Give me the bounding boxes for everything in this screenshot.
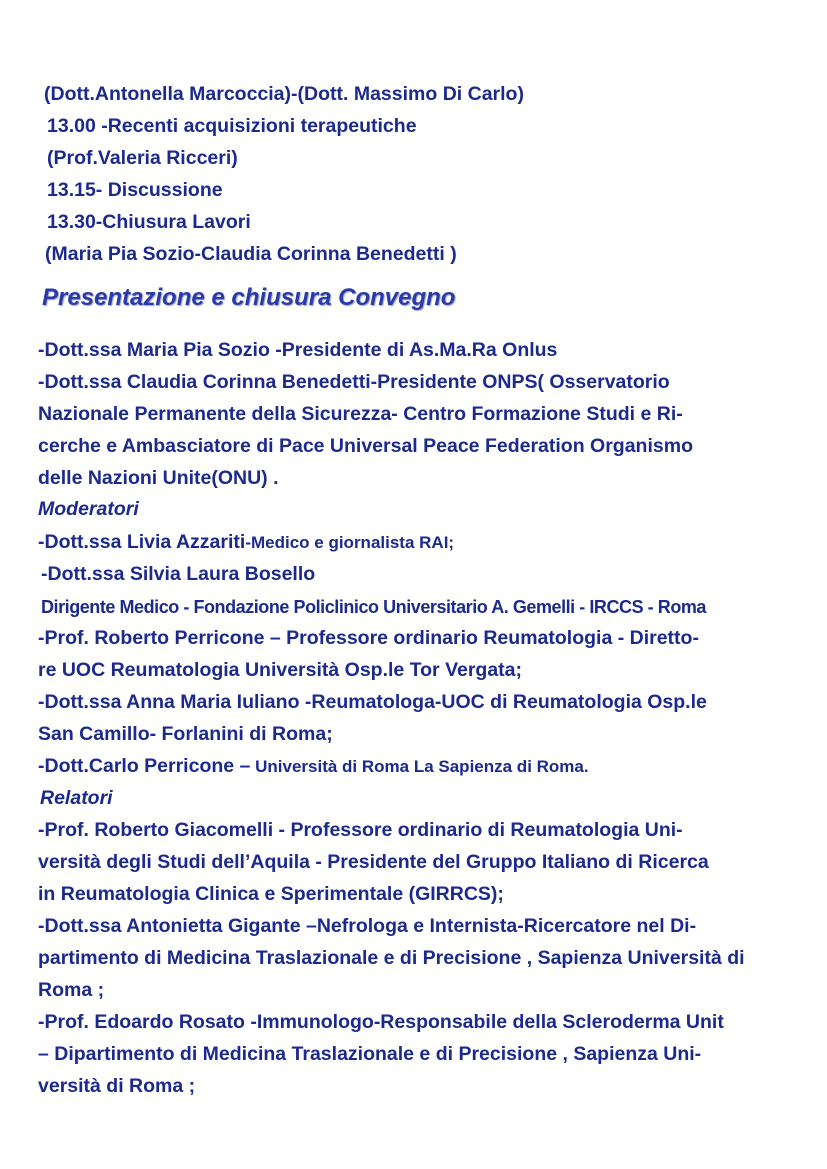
- presenter-benedetti: [38, 370, 670, 394]
- moderator-role: -Reumatologa-UOC di Reumatologia Osp.le: [299, 691, 707, 713]
- schedule-line-speakers: (Dott.Antonella Marcoccia)-(Dott. Massimo Di Carlo): [44, 83, 524, 105]
- speaker-role: Nefrologa e Internista-Ricercatore nel Di-: [316, 915, 697, 937]
- moderator-role: Università di Roma La Sapienza di Roma.: [250, 757, 589, 776]
- speaker-giacomelli-line3: in Reumatologia Clinica e Sperimentale (GIRRCS);: [38, 883, 504, 905]
- presenter-sozio: [38, 338, 557, 362]
- presenter-benedetti-line2: Nazionale Permanente della Sicurezza- Centro Formazione Studi e Ri-: [38, 403, 683, 425]
- speaker-role: - Professore ordinario di Reumatologia Uni-: [273, 819, 683, 841]
- moderator-name: -Prof. Roberto Perricone –: [38, 627, 281, 649]
- moderator-bosello-role: Dirigente Medico - Fondazione Policlinico Universitario A. Gemelli - IRCCS - Roma: [41, 597, 706, 617]
- moderator-name: -Dott.ssa Livia Azzariti: [38, 531, 246, 553]
- presenter-role: -Presidente di As.Ma.Ra Onlus: [269, 339, 558, 361]
- speaker-giacomelli: [38, 818, 683, 842]
- schedule-line-speaker-ricceri: (Prof.Valeria Ricceri): [47, 147, 238, 169]
- presenter-name: -Dott.ssa Claudia Corinna Benedetti: [38, 371, 371, 393]
- speaker-gigante: [38, 914, 696, 938]
- speaker-rosato-line2: – Dipartimento di Medicina Traslazionale e di Precisione , Sapienza Uni-: [38, 1043, 702, 1065]
- moderatori-heading: Moderatori: [38, 498, 139, 520]
- moderator-iuliano: [38, 690, 707, 714]
- moderator-name: -Dott.Carlo Perricone –: [38, 755, 251, 777]
- moderator-name: -Dott.ssa Anna Maria Iuliano: [38, 691, 300, 713]
- moderator-azzariti: [38, 530, 454, 555]
- presenter-name: -Dott.ssa Maria Pia Sozio: [38, 339, 270, 361]
- speaker-name: -Prof. Roberto Giacomelli: [38, 819, 274, 841]
- moderator-perricone-roberto-line2: re UOC Reumatologia Università Osp.le Tor Vergata;: [38, 659, 523, 681]
- moderator-role: -Medico e giornalista RAI;: [245, 533, 455, 552]
- schedule-line-1315: 13.15- Discussione: [47, 179, 223, 201]
- speaker-name: -Prof. Edoardo Rosato: [38, 1011, 245, 1033]
- speaker-rosato-line3: versità di Roma ;: [38, 1075, 196, 1097]
- presenter-benedetti-line3: cerche e Ambasciatore di Pace Universal Peace Federation Organismo: [38, 435, 693, 457]
- speaker-giacomelli-line2: versità degli Studi dell’Aquila - Presidente del Gruppo Italiano di Ricerca: [38, 851, 709, 873]
- moderator-role: Professore ordinario Reumatologia - Diretto-: [280, 627, 699, 649]
- speaker-gigante-line3: Roma ;: [38, 979, 105, 1001]
- presenter-benedetti-line4: delle Nazioni Unite(ONU) .: [38, 467, 279, 489]
- relatori-heading: Relatori: [40, 787, 113, 809]
- schedule-line-closing-speakers: (Maria Pia Sozio-Claudia Corinna Benedetti ): [45, 243, 457, 265]
- moderator-perricone-carlo: [38, 754, 589, 779]
- presenter-role: -Presidente ONPS( Osservatorio: [370, 371, 670, 393]
- moderator-bosello: -Dott.ssa Silvia Laura Bosello: [41, 563, 316, 585]
- section-title: Presentazione e chiusura Convegno: [42, 284, 456, 311]
- speaker-name: -Dott.ssa Antonietta Gigante –: [38, 915, 317, 937]
- speaker-rosato: [38, 1010, 724, 1034]
- speaker-gigante-line2: partimento di Medicina Traslazionale e di Precisione , Sapienza Università di: [38, 947, 745, 969]
- speaker-role: -Immunologo-Responsabile della Scleroderma Unit: [244, 1011, 724, 1033]
- moderator-perricone-roberto: [38, 626, 699, 650]
- schedule-line-1330: 13.30-Chiusura Lavori: [47, 211, 251, 233]
- schedule-line-1300: 13.00 -Recenti acquisizioni terapeutiche: [47, 115, 417, 137]
- moderator-iuliano-line2: San Camillo- Forlanini di Roma;: [38, 723, 333, 745]
